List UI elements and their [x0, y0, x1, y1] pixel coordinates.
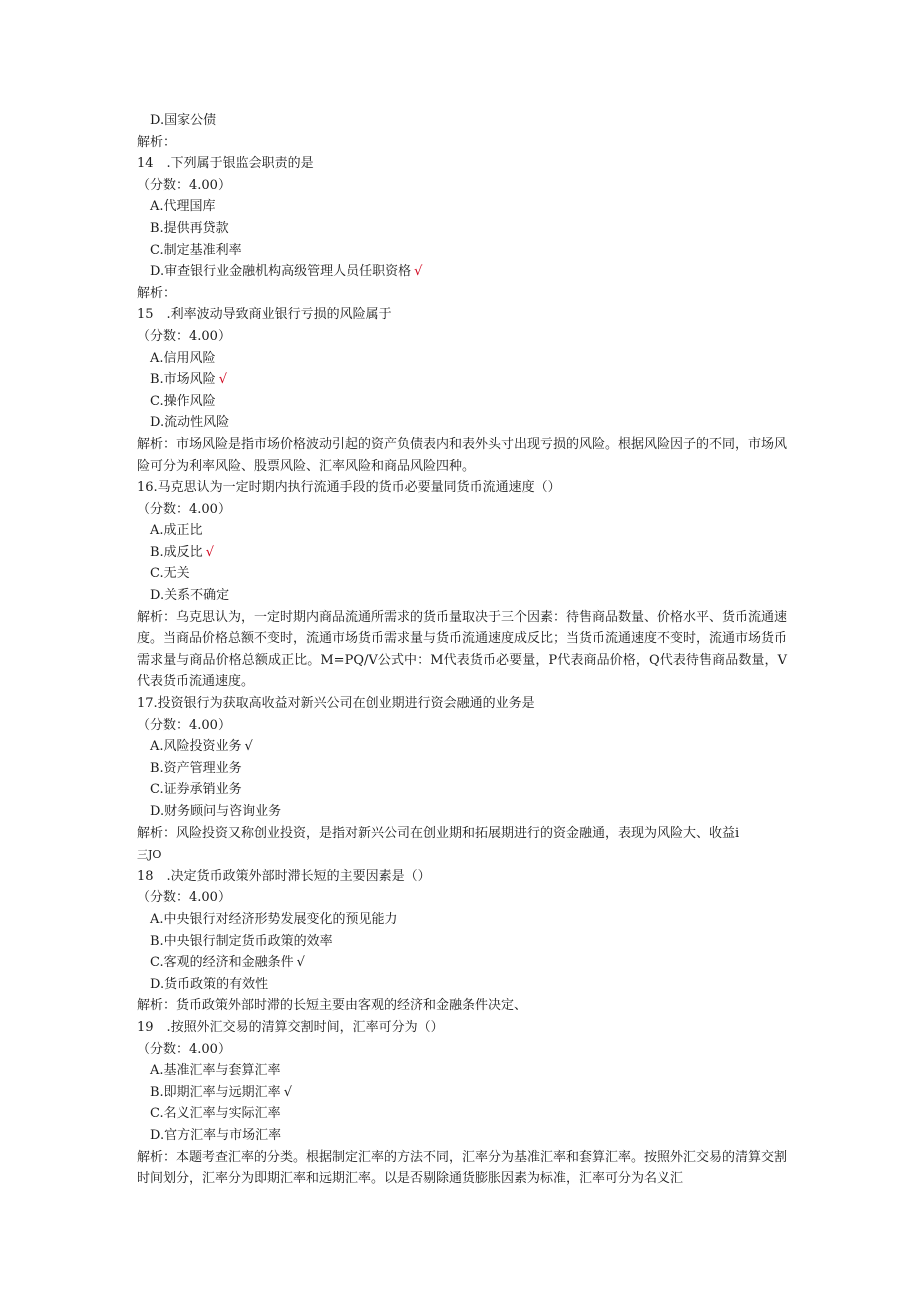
question-score: （分数：4.00）	[137, 717, 231, 733]
question-title: 15 .利率波动导致商业银行亏损的风险属于	[137, 307, 392, 323]
question-score: （分数：4.00）	[137, 890, 231, 906]
check-mark-icon: √	[283, 1084, 292, 1100]
option-b: B.市场风险 √	[150, 372, 227, 388]
question-title: 16.马克思认为一定时期内执行流通手段的货币必要量同货币流通速度（）	[137, 480, 561, 496]
option-d: D.官方汇率与市场汇率	[150, 1127, 282, 1143]
analysis-text: 解析：乌克思认为，一定时期内商品流通所需求的货币量取决于三个因素：待售商品数量、价格水平、货币流通速度。当商品价格总额不变时，流通市场货币需求量与货币流通速度成反比；当货币流通速度不变时，流通市场货币需求量与商品价格总额成正比。M=PQ/V公式中：M代表货币必要量，P代表商品价格，Q代表待售商品数量，V代表货币流通速度。	[137, 609, 788, 690]
option-b: B.资产管理业务	[150, 760, 242, 776]
option-a: A.信用风险	[150, 350, 216, 366]
analysis-fragment: 三JO	[137, 848, 162, 862]
question-score: （分数：4.00）	[137, 177, 231, 193]
option-d: D.货币政策的有效性	[150, 976, 269, 992]
option-d: D.国家公债	[150, 113, 217, 128]
analysis-text: 解析：本题考查汇率的分类。根据制定汇率的方法不同，汇率分为基准汇率和套算汇率。按照外汇交易的清算交割时间划分，汇率分为即期汇率和远期汇率。以是否剔除通货膨胀因素为标准，汇率可分为名义汇	[137, 1149, 788, 1187]
option-d: D.流动性风险	[150, 415, 230, 431]
option-d: D.审查银行业金融机构高级管理人员任职资格 √	[150, 264, 423, 280]
check-mark-icon: √	[244, 739, 253, 755]
analysis-text: 解析：货币政策外部时滞的长短主要由客观的经济和金融条件决定、	[137, 998, 528, 1014]
question-title: 14 .下列属于银监会职责的是	[137, 156, 314, 172]
check-mark-icon: √	[414, 264, 423, 280]
option-d: D.关系不确定	[150, 588, 230, 604]
question-title: 17.投资银行为获取高收益对新兴公司在创业期进行资会融通的业务是	[137, 696, 535, 712]
analysis-text: 解析：风险投资又称创业投资，是指对新兴公司在创业期和拓展期进行的资金融通，表现为风险大、收益i	[137, 825, 740, 841]
option-c: C.证券承销业务	[150, 782, 242, 798]
question-score: （分数：4.00）	[137, 1041, 231, 1057]
check-mark-icon: √	[218, 372, 227, 388]
option-c: C.客观的经济和金融条件 √	[150, 955, 305, 971]
option-c: C.名义汇率与实际汇率	[150, 1106, 281, 1122]
question-title: 19 .按照外汇交易的清算交割时间，汇率可分为（）	[137, 1019, 444, 1035]
check-mark-icon: √	[296, 955, 305, 971]
option-a: A.风险投资业务 √	[150, 739, 253, 755]
check-mark-icon: √	[205, 544, 214, 560]
analysis-text: 解析：市场风险是指市场价格波动引起的资产负债表内和表外头寸出现亏损的风险。根据风险因子的不同，市场风险可分为利率风险、股票风险、汇率风险和商品风险四种。	[137, 436, 788, 474]
option-c: C.无关	[150, 566, 190, 582]
analysis-label: 解析：	[137, 134, 177, 150]
option-c: C.操作风险	[150, 393, 216, 409]
option-b: B.成反比 √	[150, 544, 214, 560]
analysis-label: 解析：	[137, 285, 177, 301]
option-b: B.提供再贷款	[150, 220, 229, 236]
question-score: （分数：4.00）	[137, 501, 231, 517]
option-b: B.中央银行制定货币政策的效率	[150, 933, 333, 949]
question-score: （分数：4.00）	[137, 328, 231, 344]
option-a: A.成正比	[150, 523, 203, 539]
document-content	[137, 110, 787, 1190]
option-b: B.即期汇率与远期汇率 √	[150, 1084, 292, 1100]
option-a: A.基准汇率与套算汇率	[150, 1063, 281, 1079]
option-a: A.中央银行对经济形势发展变化的预见能力	[150, 911, 398, 927]
question-title: 18 .决定货币政策外部时滞长短的主要因素是（）	[137, 868, 431, 884]
option-d: D.财务顾问与咨询业务	[150, 804, 282, 819]
option-a: A.代理国库	[150, 199, 216, 215]
option-c: C.制定基准利率	[150, 242, 242, 258]
